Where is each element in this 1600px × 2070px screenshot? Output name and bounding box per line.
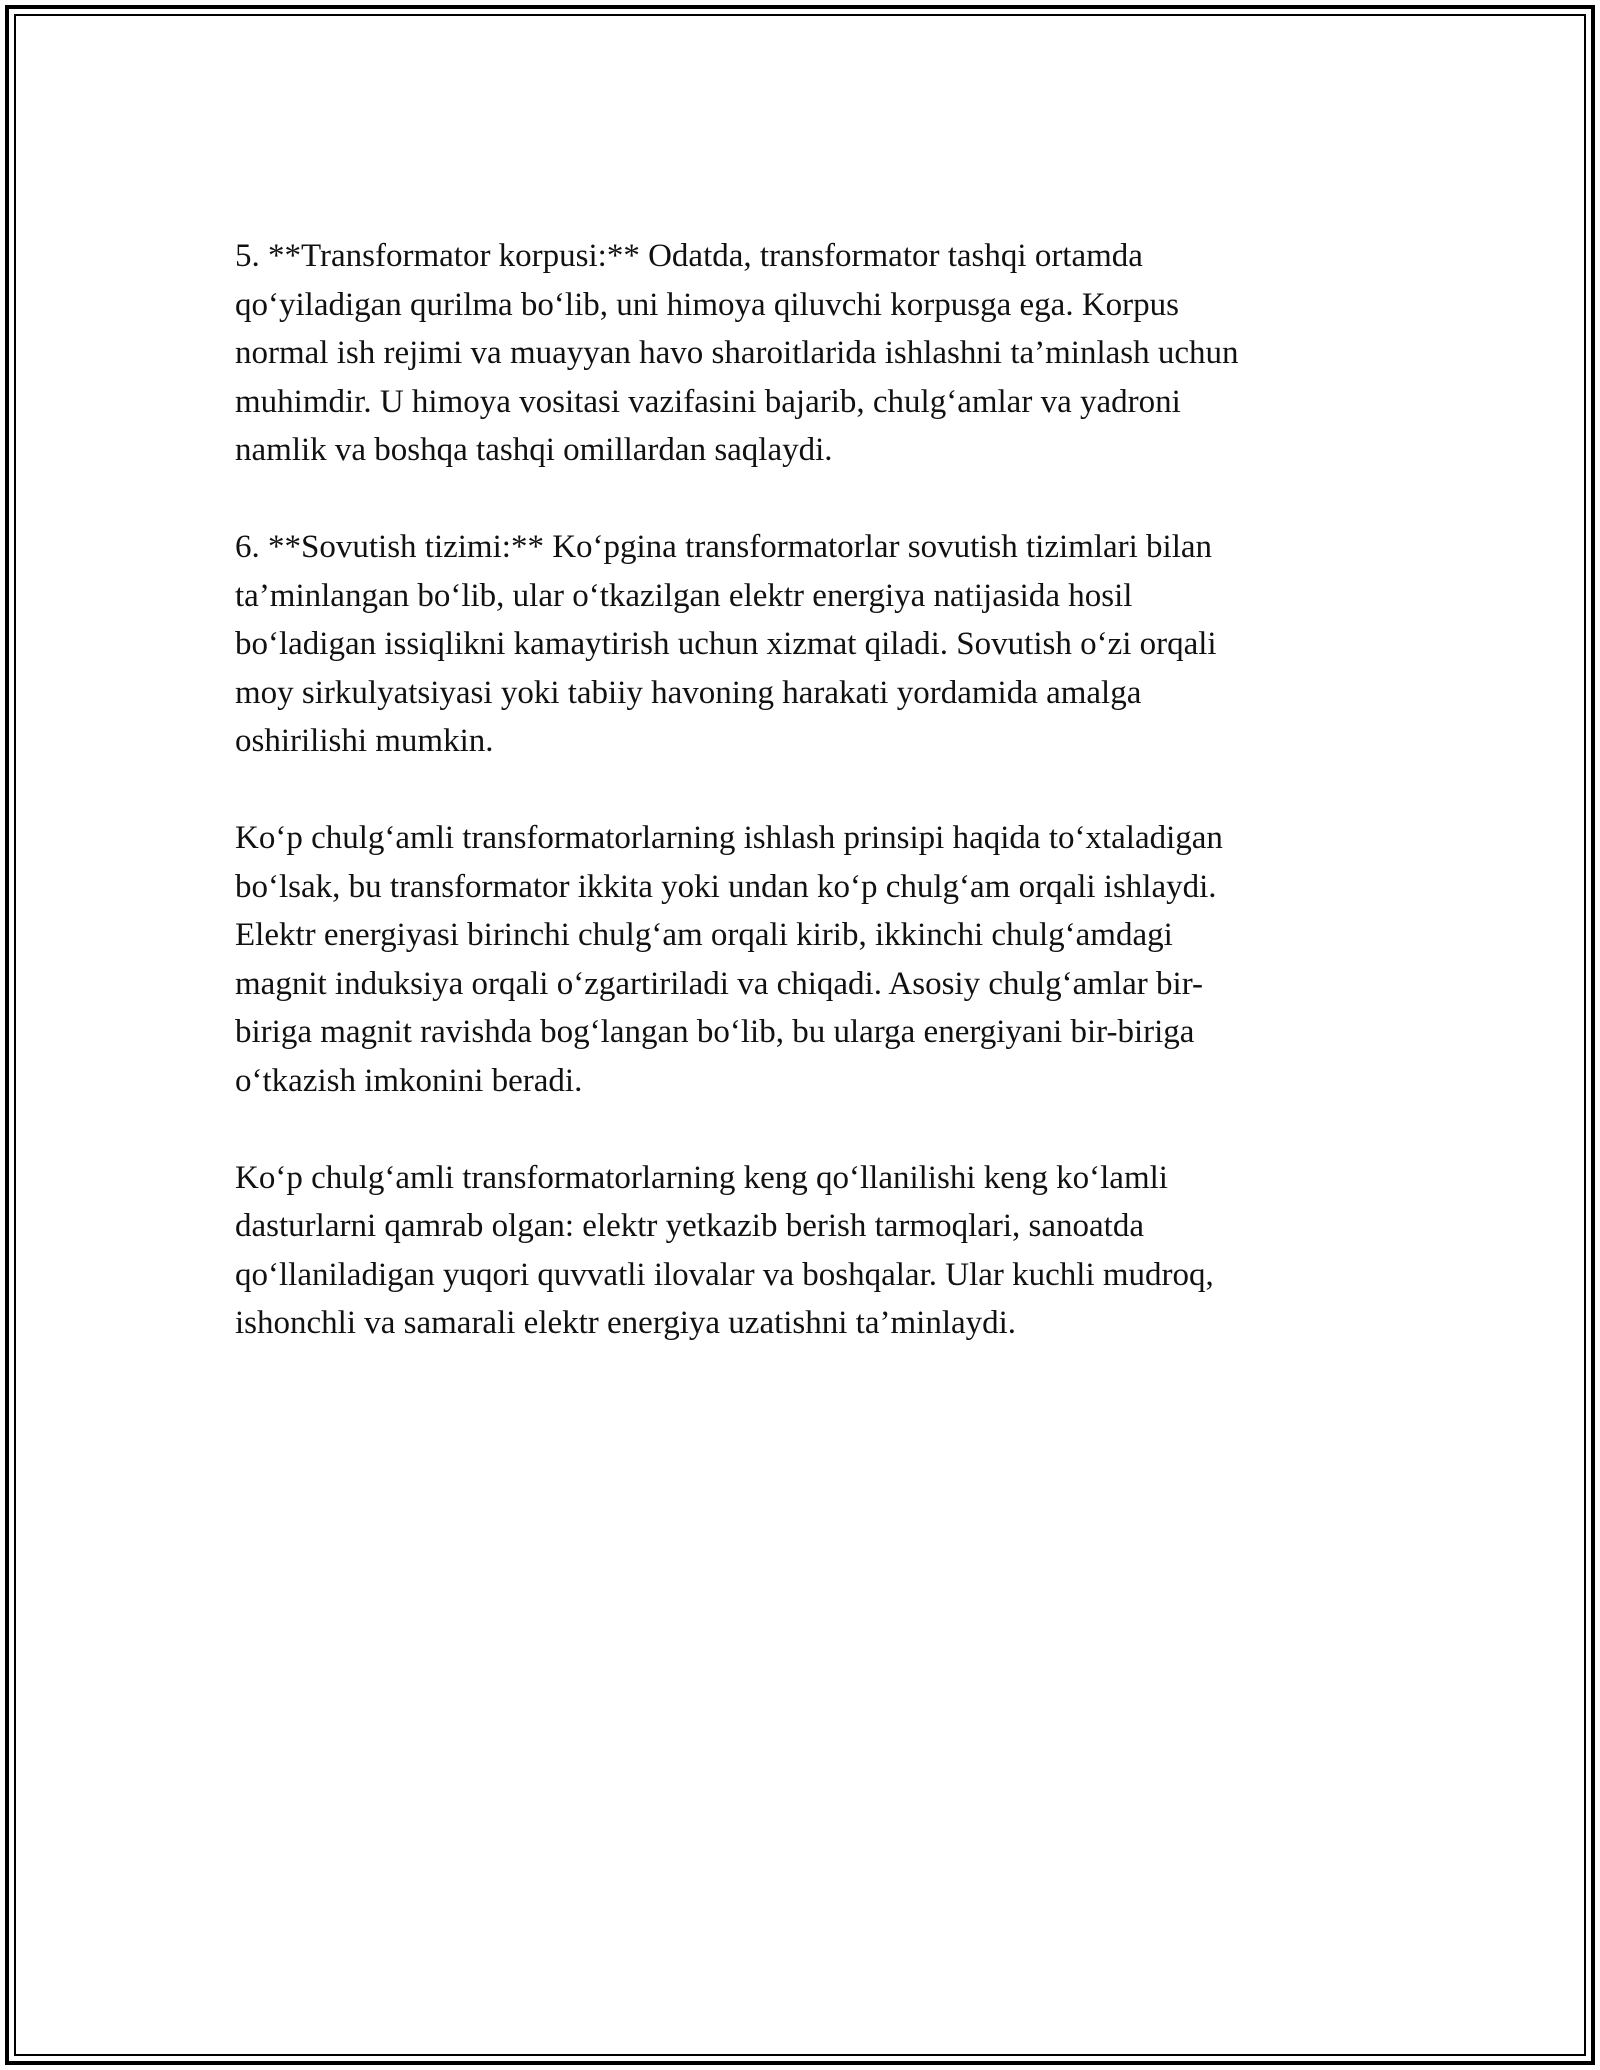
text-line: bo‘lsak, bu transformator ikkita yoki undan ko‘p chulg‘am orqali ishlaydi. bbox=[235, 868, 1217, 905]
text-line: ishonchli va samarali elektr energiya uzatishni ta’minlaydi. bbox=[235, 1305, 1017, 1341]
text-line: moy sirkulyatsiyasi yoki tabiiy havoning harakati yordamida amalga bbox=[235, 674, 1142, 711]
paragraph-cooling-system bbox=[235, 523, 1365, 766]
paragraph-applications bbox=[235, 1154, 1365, 1348]
text-line: bo‘ladigan issiqlikni kamaytirish uchun xizmat qiladi. Sovutish o‘zi orqali bbox=[235, 626, 1217, 662]
text-line: Ko‘p chulg‘amli transformatorlarning keng qo‘llanilishi keng ko‘lamli bbox=[235, 1159, 1168, 1196]
text-line: qo‘yiladigan qurilma bo‘lib, uni himoya qiluvchi korpusga ega. Korpus bbox=[235, 286, 1179, 323]
text-line: dasturlarni qamrab olgan: elektr yetkazib berish tarmoqlari, sanoatda bbox=[235, 1208, 1144, 1244]
text-line: namlik va boshqa tashqi omillardan saqlaydi. bbox=[235, 432, 833, 468]
text-line: oshirilishi mumkin. bbox=[235, 723, 494, 759]
text-line: normal ish rejimi va muayyan havo sharoitlarida ishlashni ta’minlash uchun bbox=[235, 335, 1239, 371]
text-line: o‘tkazish imkonini beradi. bbox=[235, 1062, 583, 1099]
text-line: Elektr energiyasi birinchi chulg‘am orqali kirib, ikkinchi chulg‘amdagi bbox=[235, 917, 1173, 953]
text-line: magnit induksiya orqali o‘zgartiriladi va chiqadi. Asosiy chulg‘amlar bir- bbox=[235, 965, 1204, 1002]
text-line: 6. **Sovutish tizimi:** Ko‘pgina transformatorlar sovutish tizimlari bilan bbox=[235, 529, 1213, 565]
text-line: ta’minlangan bo‘lib, ular o‘tkazilgan elektr energiya natijasida hosil bbox=[235, 577, 1133, 614]
document-body bbox=[235, 232, 1365, 1396]
paragraph-working-principle bbox=[235, 814, 1365, 1105]
text-line: muhimdir. U himoya vositasi vazifasini bajarib, chulg‘amlar va yadroni bbox=[235, 383, 1181, 420]
text-line: Ko‘p chulg‘amli transformatorlarning ishlash prinsipi haqida to‘xtaladigan bbox=[235, 820, 1223, 856]
text-line: 5. **Transformator korpusi:** Odatda, transformator tashqi ortamda bbox=[235, 238, 1143, 274]
paragraph-transformer-housing bbox=[235, 232, 1365, 475]
text-line: biriga magnit ravishda bog‘langan bo‘lib, bu ularga energiyani bir-biriga bbox=[235, 1014, 1195, 1050]
text-line: qo‘llaniladigan yuqori quvvatli ilovalar va boshqalar. Ular kuchli mudroq, bbox=[235, 1256, 1214, 1293]
